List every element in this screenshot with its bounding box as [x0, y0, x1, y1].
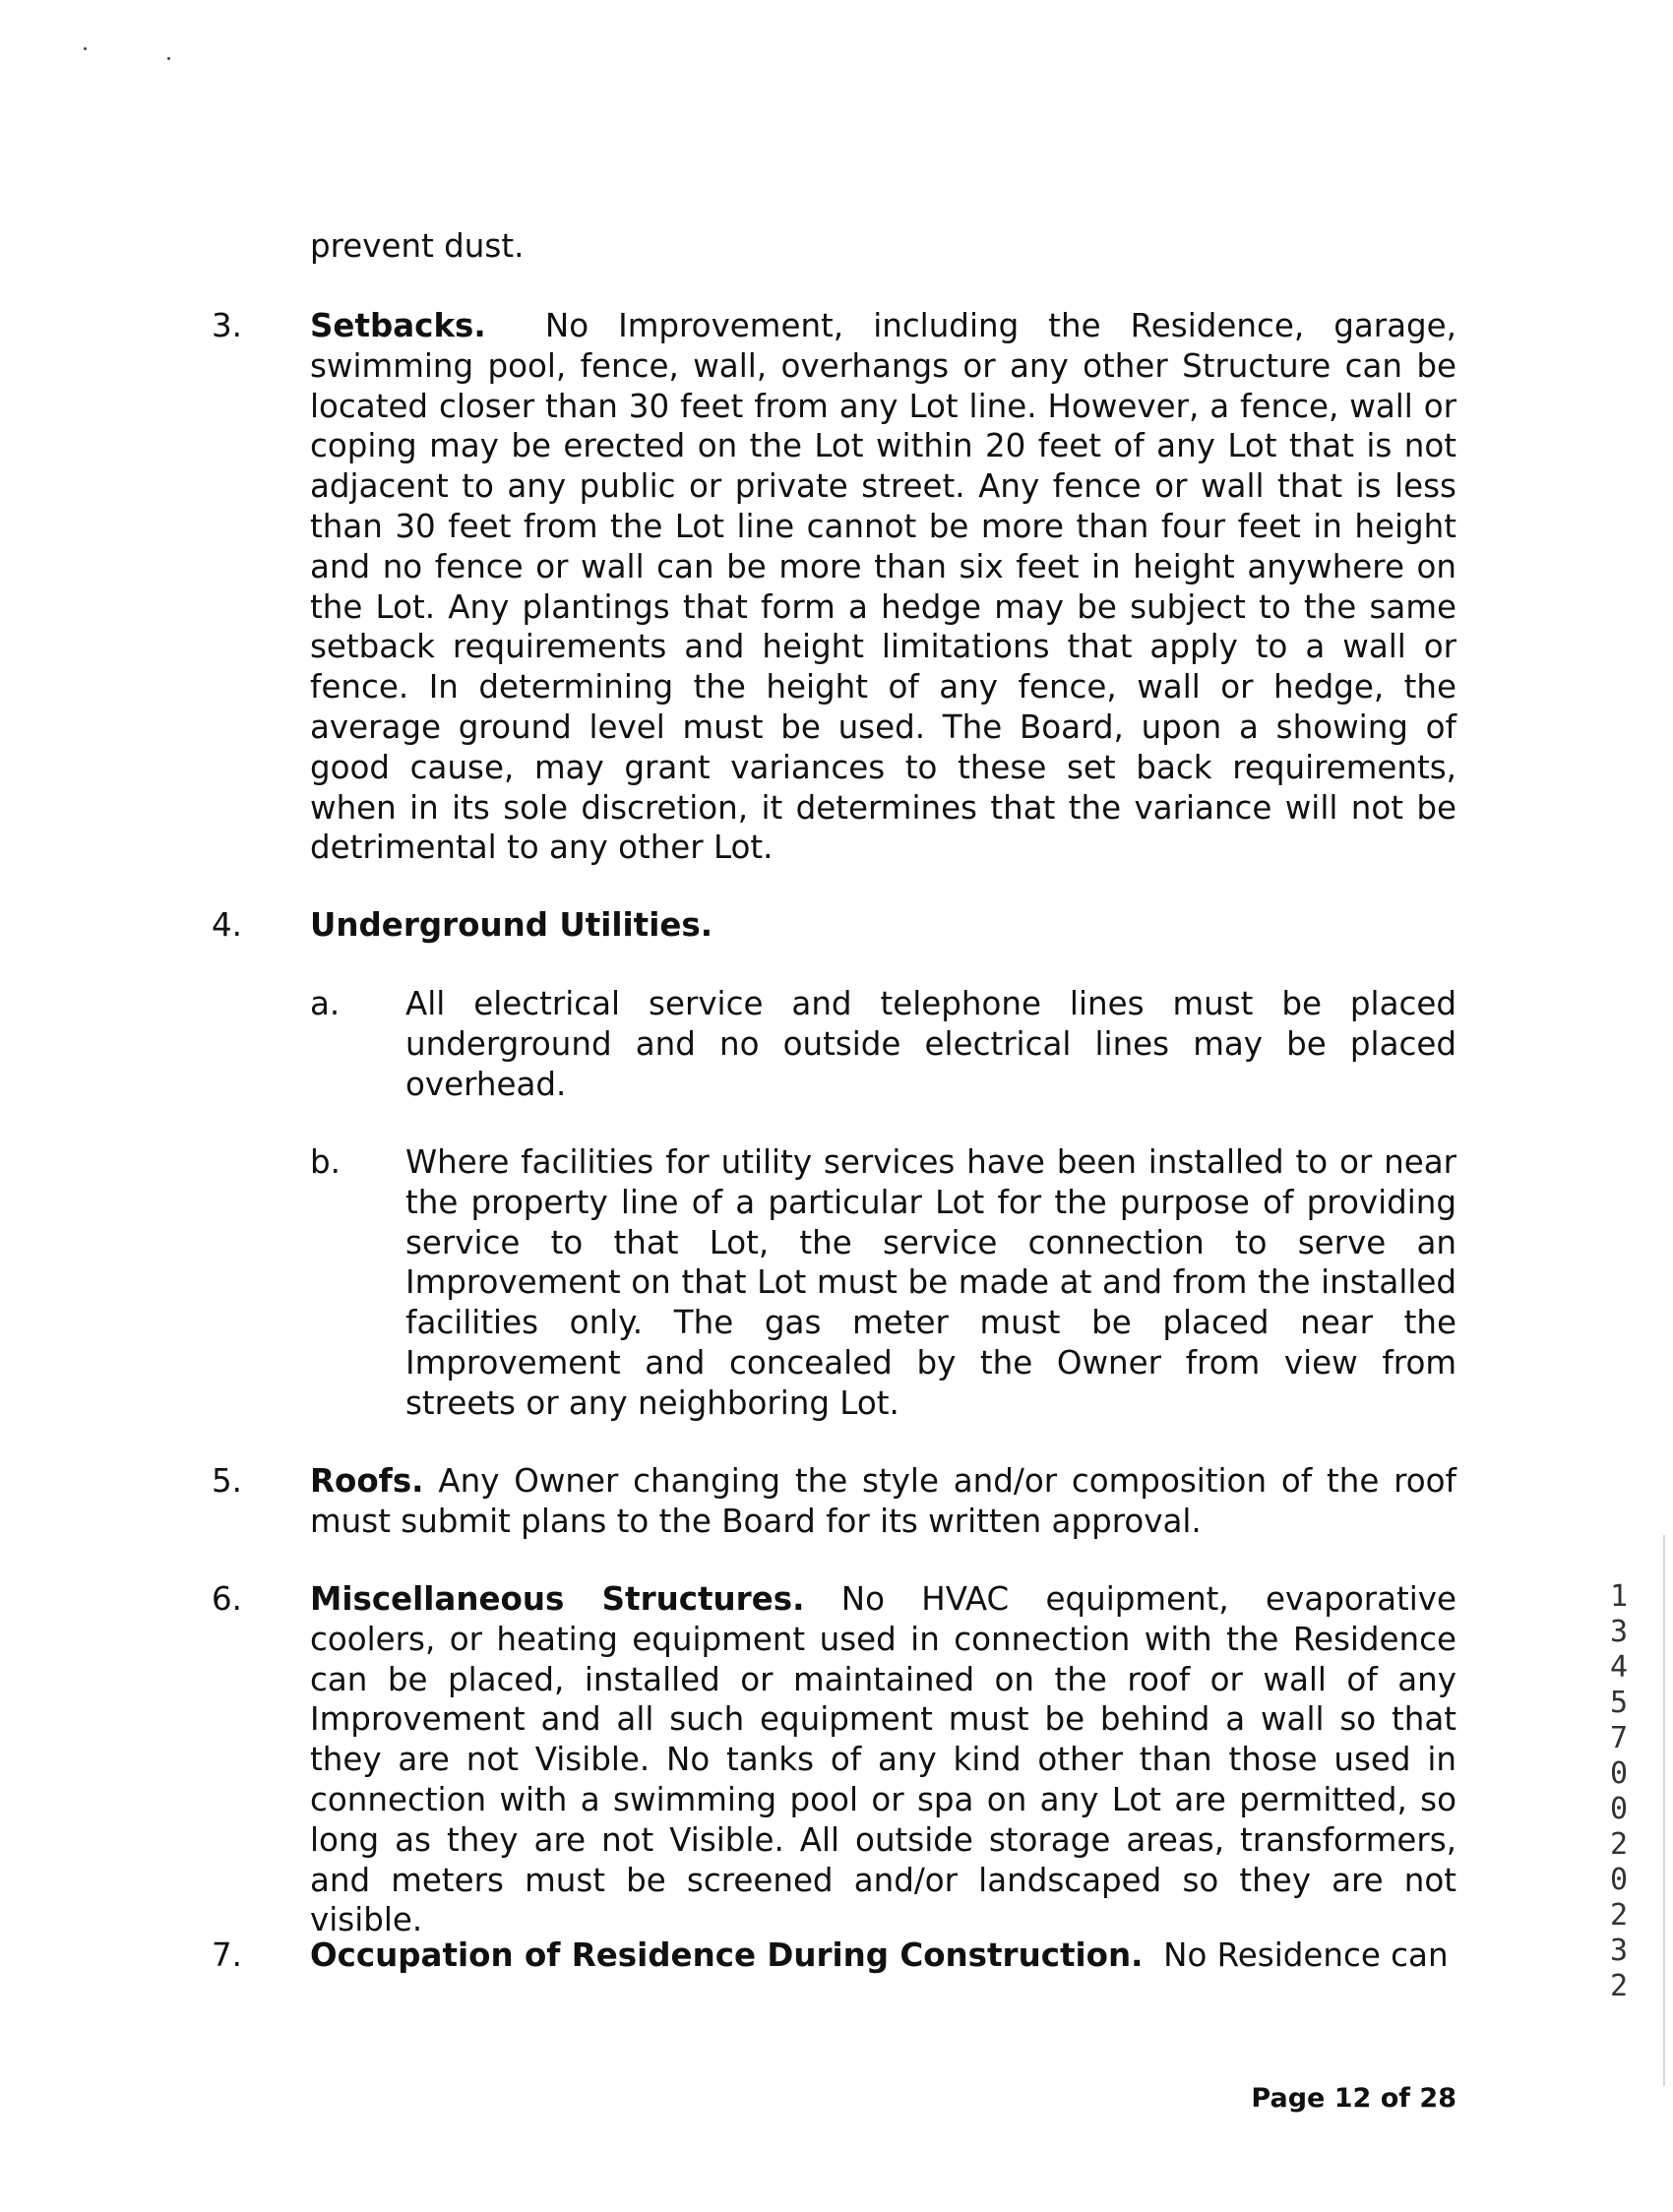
scan-speck: [167, 57, 170, 60]
item-number: 6.: [212, 1580, 243, 1618]
underground-utilities-heading: Underground Utilities.: [310, 906, 713, 944]
occupation-paragraph: Occupation of Residence During Construction. No Residence can: [310, 1936, 1449, 1974]
subitem-letter: a.: [310, 985, 341, 1022]
section-heading: Setbacks: [310, 307, 474, 344]
setbacks-paragraph: Setbacks. No Improvement, including the Residence, garage, swimming pool, fence, wall, overhangs or any other Structure can be located closer than 30 feet from any Lot line. However, a fence, wall or coping may be erected on the Lot within 20 feet of any Lot that is not adjacent to any public or private street. Any fence or wall that is less than 30 feet from the Lot line cannot be more than four feet in height and no fence or wall can be more than six feet in height anywhere on the Lot. Any plantings that form a hedge may be subject to the same setback requirements and height limitations that apply to a wall or fence. In determining the height of any fence, wall or hedge, the average ground level must be used. The Board, upon a showing of good cause, may grant variances to these set back requirements, when in its sole discretion, it determines that the variance will not be detrimental to any other Lot.: [310, 307, 1456, 867]
section-heading: Underground Utilities: [310, 906, 701, 944]
scan-speck: [84, 47, 87, 50]
section-body: Any Owner changing the style and/or composition of the roof must submit plans to the Board for its written approval.: [310, 1462, 1457, 1540]
item-number: 5.: [212, 1462, 243, 1500]
item-number: 4.: [212, 906, 243, 944]
section-heading: Miscellaneous Structures: [310, 1580, 793, 1618]
scan-edge-line: [1663, 1535, 1665, 2086]
subitem-paragraph: All electrical service and telephone lines must be placed underground and no outside electrical lines may be placed overhead.: [405, 985, 1456, 1103]
continuation-text: prevent dust.: [310, 227, 525, 265]
subitem-letter: b.: [310, 1143, 341, 1181]
section-body: No Improvement, including the Residence, garage, swimming pool, fence, wall, overhangs or any other Structure can be located closer than 30 feet from any Lot line. However, a fence, wall or coping may be erected on the Lot within 20 feet of any Lot that is not adjacent to any public or private street. Any fence or wall that is less than 30 feet from the Lot line cannot be more than four feet in height and no fence or wall can be more than six feet in height anywhere on the Lot. Any plantings that form a hedge may be subject to the same setback requirements and height limitations that apply to a wall or fence. In determining the height of any fence, wall or hedge, the average ground level must be used. The Board, upon a showing of good cause, may grant variances to these set back requirements, when in its sole discretion, it determines that the variance will not be detrimental to any other Lot.: [310, 307, 1456, 867]
subitem-paragraph: Where facilities for utility services have been installed to or near the property line of a particular Lot for the purpose of providing service to that Lot, the service connection to serve an Improvement on that Lot must be made at and from the installed facilities only. The gas meter must be placed near the Improvement and concealed by the Owner from view from streets or any neighboring Lot.: [405, 1143, 1456, 1422]
roofs-paragraph: Roofs. Any Owner changing the style and/or composition of the roof must submit plans to the Board for its written approval.: [310, 1462, 1457, 1540]
item-number: 3.: [212, 307, 243, 344]
item-number: 7.: [212, 1936, 243, 1974]
recording-stamp: 13457 0020232: [1609, 1579, 1629, 2003]
section-heading: Roofs: [310, 1462, 412, 1500]
section-body: No HVAC equipment, evaporative coolers, or heating equipment used in connection with the Residence can be placed, installed or maintained on the roof or wall of any Improvement and all such equipment must be behind a wall so that they are not Visible. No tanks of any kind other than those used in connection with a swimming pool or spa on any Lot are permitted, so long as they are not Visible. All outside storage areas, transformers, and meters must be screened and/or landscaped so they are not visible.: [310, 1580, 1456, 1939]
page-number: Page 12 of 28: [1251, 2083, 1456, 2114]
section-heading: Occupation of Residence During Construction: [310, 1936, 1132, 1974]
section-body: No Residence can: [1163, 1936, 1449, 1974]
misc-structures-paragraph: Miscellaneous Structures. No HVAC equipment, evaporative coolers, or heating equipment used in connection with the Residence can be placed, installed or maintained on the roof or wall of any Improvement and all such equipment must be behind a wall so that they are not Visible. No tanks of any kind other than those used in connection with a swimming pool or spa on any Lot are permitted, so long as they are not Visible. All outside storage areas, transformers, and meters must be screened and/or landscaped so they are not visible.: [310, 1580, 1456, 1939]
